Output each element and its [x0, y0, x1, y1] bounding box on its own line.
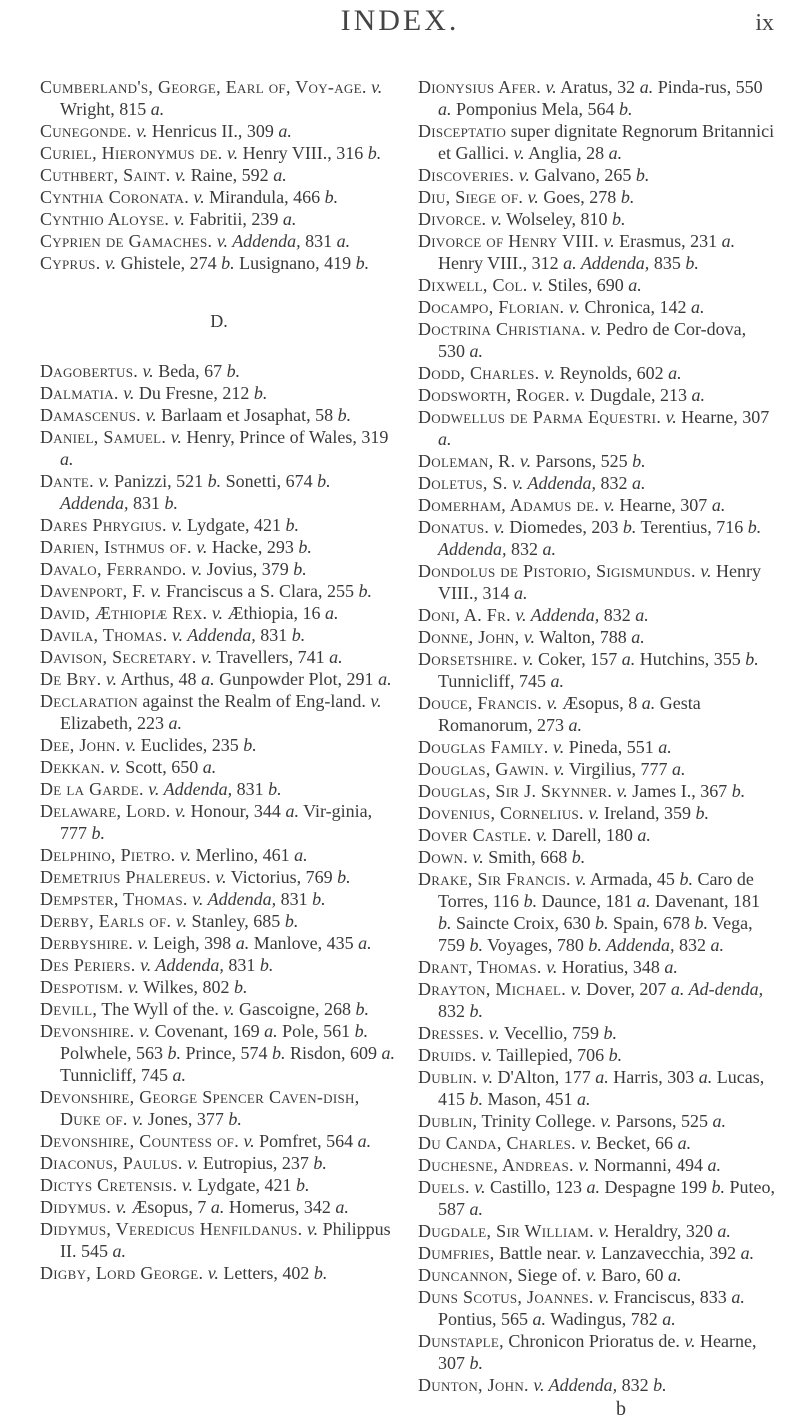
index-entry: Du Canda, Charles. v. Becket, 66 a. [418, 1133, 692, 1153]
index-entry: Curiel, Hieronymus de. v. Henry VIII., 316 b. [40, 143, 382, 163]
entry-list-d-continued [418, 76, 776, 1396]
index-entry: David, Æthiopiæ Rex. v. Æthiopia, 16 a. [40, 603, 339, 623]
index-entry: Doctrina Christiana. v. Pedro de Cor-dova, 530 a. [418, 319, 747, 361]
index-entry: Dovenius, Cornelius. v. Ireland, 359 b. [418, 803, 709, 823]
index-entry: Doleman, R. v. Parsons, 525 b. [418, 451, 646, 471]
index-entry: Devonshire, Countess of. v. Pomfret, 564 a. [40, 1131, 372, 1151]
index-entry: Douce, Francis. v. Æsopus, 8 a. Gesta Romanorum, 273 a. [418, 693, 701, 735]
index-entry: Docampo, Florian. v. Chronica, 142 a. [418, 297, 705, 317]
index-entry: Divorce. v. Wolseley, 810 b. [418, 209, 626, 229]
index-entry: Delphino, Pietro. v. Merlino, 461 a. [40, 845, 308, 865]
index-entry: Cyprien de Gamaches. v. Addenda, 831 a. [40, 231, 351, 251]
index-entry: Derby, Earls of. v. Stanley, 685 b. [40, 911, 299, 931]
index-entry: Duncannon, Siege of. v. Baro, 60 a. [418, 1265, 682, 1285]
index-entry: Discoveries. v. Galvano, 265 b. [418, 165, 650, 185]
index-entry: Dalmatia. v. Du Fresne, 212 b. [40, 383, 268, 403]
page-number: ix [755, 10, 774, 36]
index-entry: Dumfries, Battle near. v. Lanzavecchia, 392 a. [418, 1243, 755, 1263]
index-entry: Drake, Sir Francis. v. Armada, 45 b. Caro de Torres, 116 b. Daunce, 181 a. Davenant, 181 b. Saincte Croix, 630 b. Spain, 678 b. Vega, 759 b. Voyages, 780 b. Addenda, 832 a. [418, 869, 760, 955]
index-entry: Davalo, Ferrando. v. Jovius, 379 b. [40, 559, 307, 579]
index-entry: Drayton, Michael. v. Dover, 207 a. Ad-denda, 832 b. [418, 979, 764, 1021]
index-entry: Davenport, F. v. Franciscus a S. Clara, 255 b. [40, 581, 372, 601]
index-entry: Douglas Family. v. Pineda, 551 a. [418, 737, 672, 757]
index-entry: Disceptatio super dignitate Regnorum Britannici et Gallici. v. Anglia, 28 a. [418, 121, 775, 163]
index-entry: Dondolus de Pistorio, Sigismundus. v. Henry VIII., 314 a. [418, 561, 761, 603]
index-entry: Dempster, Thomas. v. Addenda, 831 b. [40, 889, 326, 909]
index-entry: Douglas, Sir J. Skynner. v. James I., 367 b. [418, 781, 746, 801]
index-entry: Donatus. v. Diomedes, 203 b. Terentius, 716 b. Addenda, 832 a. [418, 517, 762, 559]
index-entry: Devonshire, George Spencer Caven-dish, Duke of. v. Jones, 377 b. [40, 1087, 360, 1129]
index-entry: Duels. v. Castillo, 123 a. Despagne 199 b. Puteo, 587 a. [418, 1177, 775, 1219]
index-entry: Dixwell, Col. v. Stiles, 690 a. [418, 275, 642, 295]
index-entry: Diu, Siege of. v. Goes, 278 b. [418, 187, 635, 207]
index-entry: Doletus, S. v. Addenda, 832 a. [418, 473, 646, 493]
index-entry: De Bry. v. Arthus, 48 a. Gunpowder Plot, 291 a. [40, 669, 392, 689]
index-entry: Duchesne, Andreas. v. Normanni, 494 a. [418, 1155, 721, 1175]
index-entry: Dee, John. v. Euclides, 235 b. [40, 735, 257, 755]
index-entry: Didymus, Veredicus Henfildanus. v. Philippus II. 545 a. [40, 1219, 391, 1261]
index-entry: Damascenus. v. Barlaam et Josaphat, 58 b. [40, 405, 352, 425]
page-title: INDEX. [340, 4, 460, 37]
page-header [0, 0, 800, 60]
index-entry: Derbyshire. v. Leigh, 398 a. Manlove, 435 a. [40, 933, 372, 953]
entry-list-d [40, 360, 398, 1284]
index-entry: Cynthio Aloyse. v. Fabritii, 239 a. [40, 209, 297, 229]
index-entry: Daniel, Samuel. v. Henry, Prince of Wales, 319 a. [40, 427, 389, 469]
index-entry: Digby, Lord George. v. Letters, 402 b. [40, 1263, 328, 1283]
index-entry: Diaconus, Paulus. v. Eutropius, 237 b. [40, 1153, 327, 1173]
index-entry: Davila, Thomas. v. Addenda, 831 b. [40, 625, 306, 645]
section-letter: D. [210, 311, 228, 331]
index-entry: Drant, Thomas. v. Horatius, 348 a. [418, 957, 678, 977]
index-entry: Dekkan. v. Scott, 650 a. [40, 757, 217, 777]
index-entry: Dodd, Charles. v. Reynolds, 602 a. [418, 363, 682, 383]
index-entry: Dorsetshire. v. Coker, 157 a. Hutchins, 355 b. Tunnicliff, 745 a. [418, 649, 759, 691]
index-column-right [418, 76, 776, 1420]
index-entry: Donne, John, v. Walton, 788 a. [418, 627, 645, 647]
index-entry: Dagobertus. v. Beda, 67 b. [40, 361, 241, 381]
index-entry: Dictys Cretensis. v. Lydgate, 421 b. [40, 1175, 310, 1195]
index-entry: Cumberland's, George, Earl of, Voy-age. v. Wright, 815 a. [40, 77, 383, 119]
index-entry: Duns Scotus, Joannes. v. Franciscus, 833 a. Pontius, 565 a. Wadingus, 782 a. [418, 1287, 745, 1329]
index-entry: Cynthia Coronata. v. Mirandula, 466 b. [40, 187, 339, 207]
index-entry: Douglas, Gawin. v. Virgilius, 777 a. [418, 759, 686, 779]
index-entry: Delaware, Lord. v. Honour, 344 a. Vir-ginia, 777 b. [40, 801, 373, 843]
index-entry: Doni, A. Fr. v. Addenda, 832 a. [418, 605, 649, 625]
index-entry: Dublin. v. D'Alton, 177 a. Harris, 303 a. Lucas, 415 b. Mason, 451 a. [418, 1067, 765, 1109]
index-entry: Dodsworth, Roger. v. Dugdale, 213 a. [418, 385, 706, 405]
index-entry: Despotism. v. Wilkes, 802 b. [40, 977, 248, 997]
index-entry: Des Periers. v. Addenda, 831 b. [40, 955, 274, 975]
index-entry: Darien, Isthmus of. v. Hacke, 293 b. [40, 537, 312, 557]
index-entry: Dares Phrygius. v. Lydgate, 421 b. [40, 515, 299, 535]
index-entry: Dodwellus de Parma Equestri. v. Hearne, 307 a. [418, 407, 770, 449]
index-entry: Dionysius Afer. v. Aratus, 32 a. Pinda-rus, 550 a. Pomponius Mela, 564 b. [418, 77, 763, 119]
index-entry: Cuthbert, Saint. v. Raine, 592 a. [40, 165, 287, 185]
index-column-left [40, 76, 398, 1284]
index-entry: Didymus. v. Æsopus, 7 a. Homerus, 342 a. [40, 1197, 349, 1217]
index-entry: De la Garde. v. Addenda, 831 b. [40, 779, 282, 799]
index-entry: Dublin, Trinity College. v. Parsons, 525 a. [418, 1111, 727, 1131]
index-entry: Domerham, Adamus de. v. Hearne, 307 a. [418, 495, 726, 515]
index-entry: Demetrius Phalereus. v. Victorius, 769 b. [40, 867, 351, 887]
index-entry: Down. v. Smith, 668 b. [418, 847, 586, 867]
index-entry: Dresses. v. Vecellio, 759 b. [418, 1023, 617, 1043]
index-entry: Davison, Secretary. v. Travellers, 741 a. [40, 647, 343, 667]
index-entry: Dover Castle. v. Darell, 180 a. [418, 825, 651, 845]
index-entry: Dunton, John. v. Addenda, 832 b. [418, 1375, 667, 1395]
index-entry: Devill, The Wyll of the. v. Gascoigne, 268 b. [40, 999, 370, 1019]
index-entry: Cunegonde. v. Henricus II., 309 a. [40, 121, 292, 141]
index-entry: Devonshire. v. Covenant, 169 a. Pole, 561 b. Polwhele, 563 b. Prince, 574 b. Risdon, 609 a. Tunnicliff, 745 a. [40, 1021, 395, 1085]
index-entry: Druids. v. Taillepied, 706 b. [418, 1045, 623, 1065]
index-entry: Cyprus. v. Ghistele, 274 b. Lusignano, 419 b. [40, 253, 370, 273]
index-entry: Divorce of Henry VIII. v. Erasmus, 231 a. Henry VIII., 312 a. Addenda, 835 b. [418, 231, 736, 273]
index-entry: Dunstaple, Chronicon Prioratus de. v. Hearne, 307 b. [418, 1331, 757, 1373]
index-entry: Dugdale, Sir William. v. Heraldry, 320 a. [418, 1221, 731, 1241]
index-entry: Declaration against the Realm of Eng-land. v. Elizabeth, 223 a. [40, 691, 382, 733]
signature-mark: b [616, 1398, 626, 1420]
index-entry: Dante. v. Panizzi, 521 b. Sonetti, 674 b. Addenda, 831 b. [40, 471, 331, 513]
entry-list-c [40, 76, 398, 274]
